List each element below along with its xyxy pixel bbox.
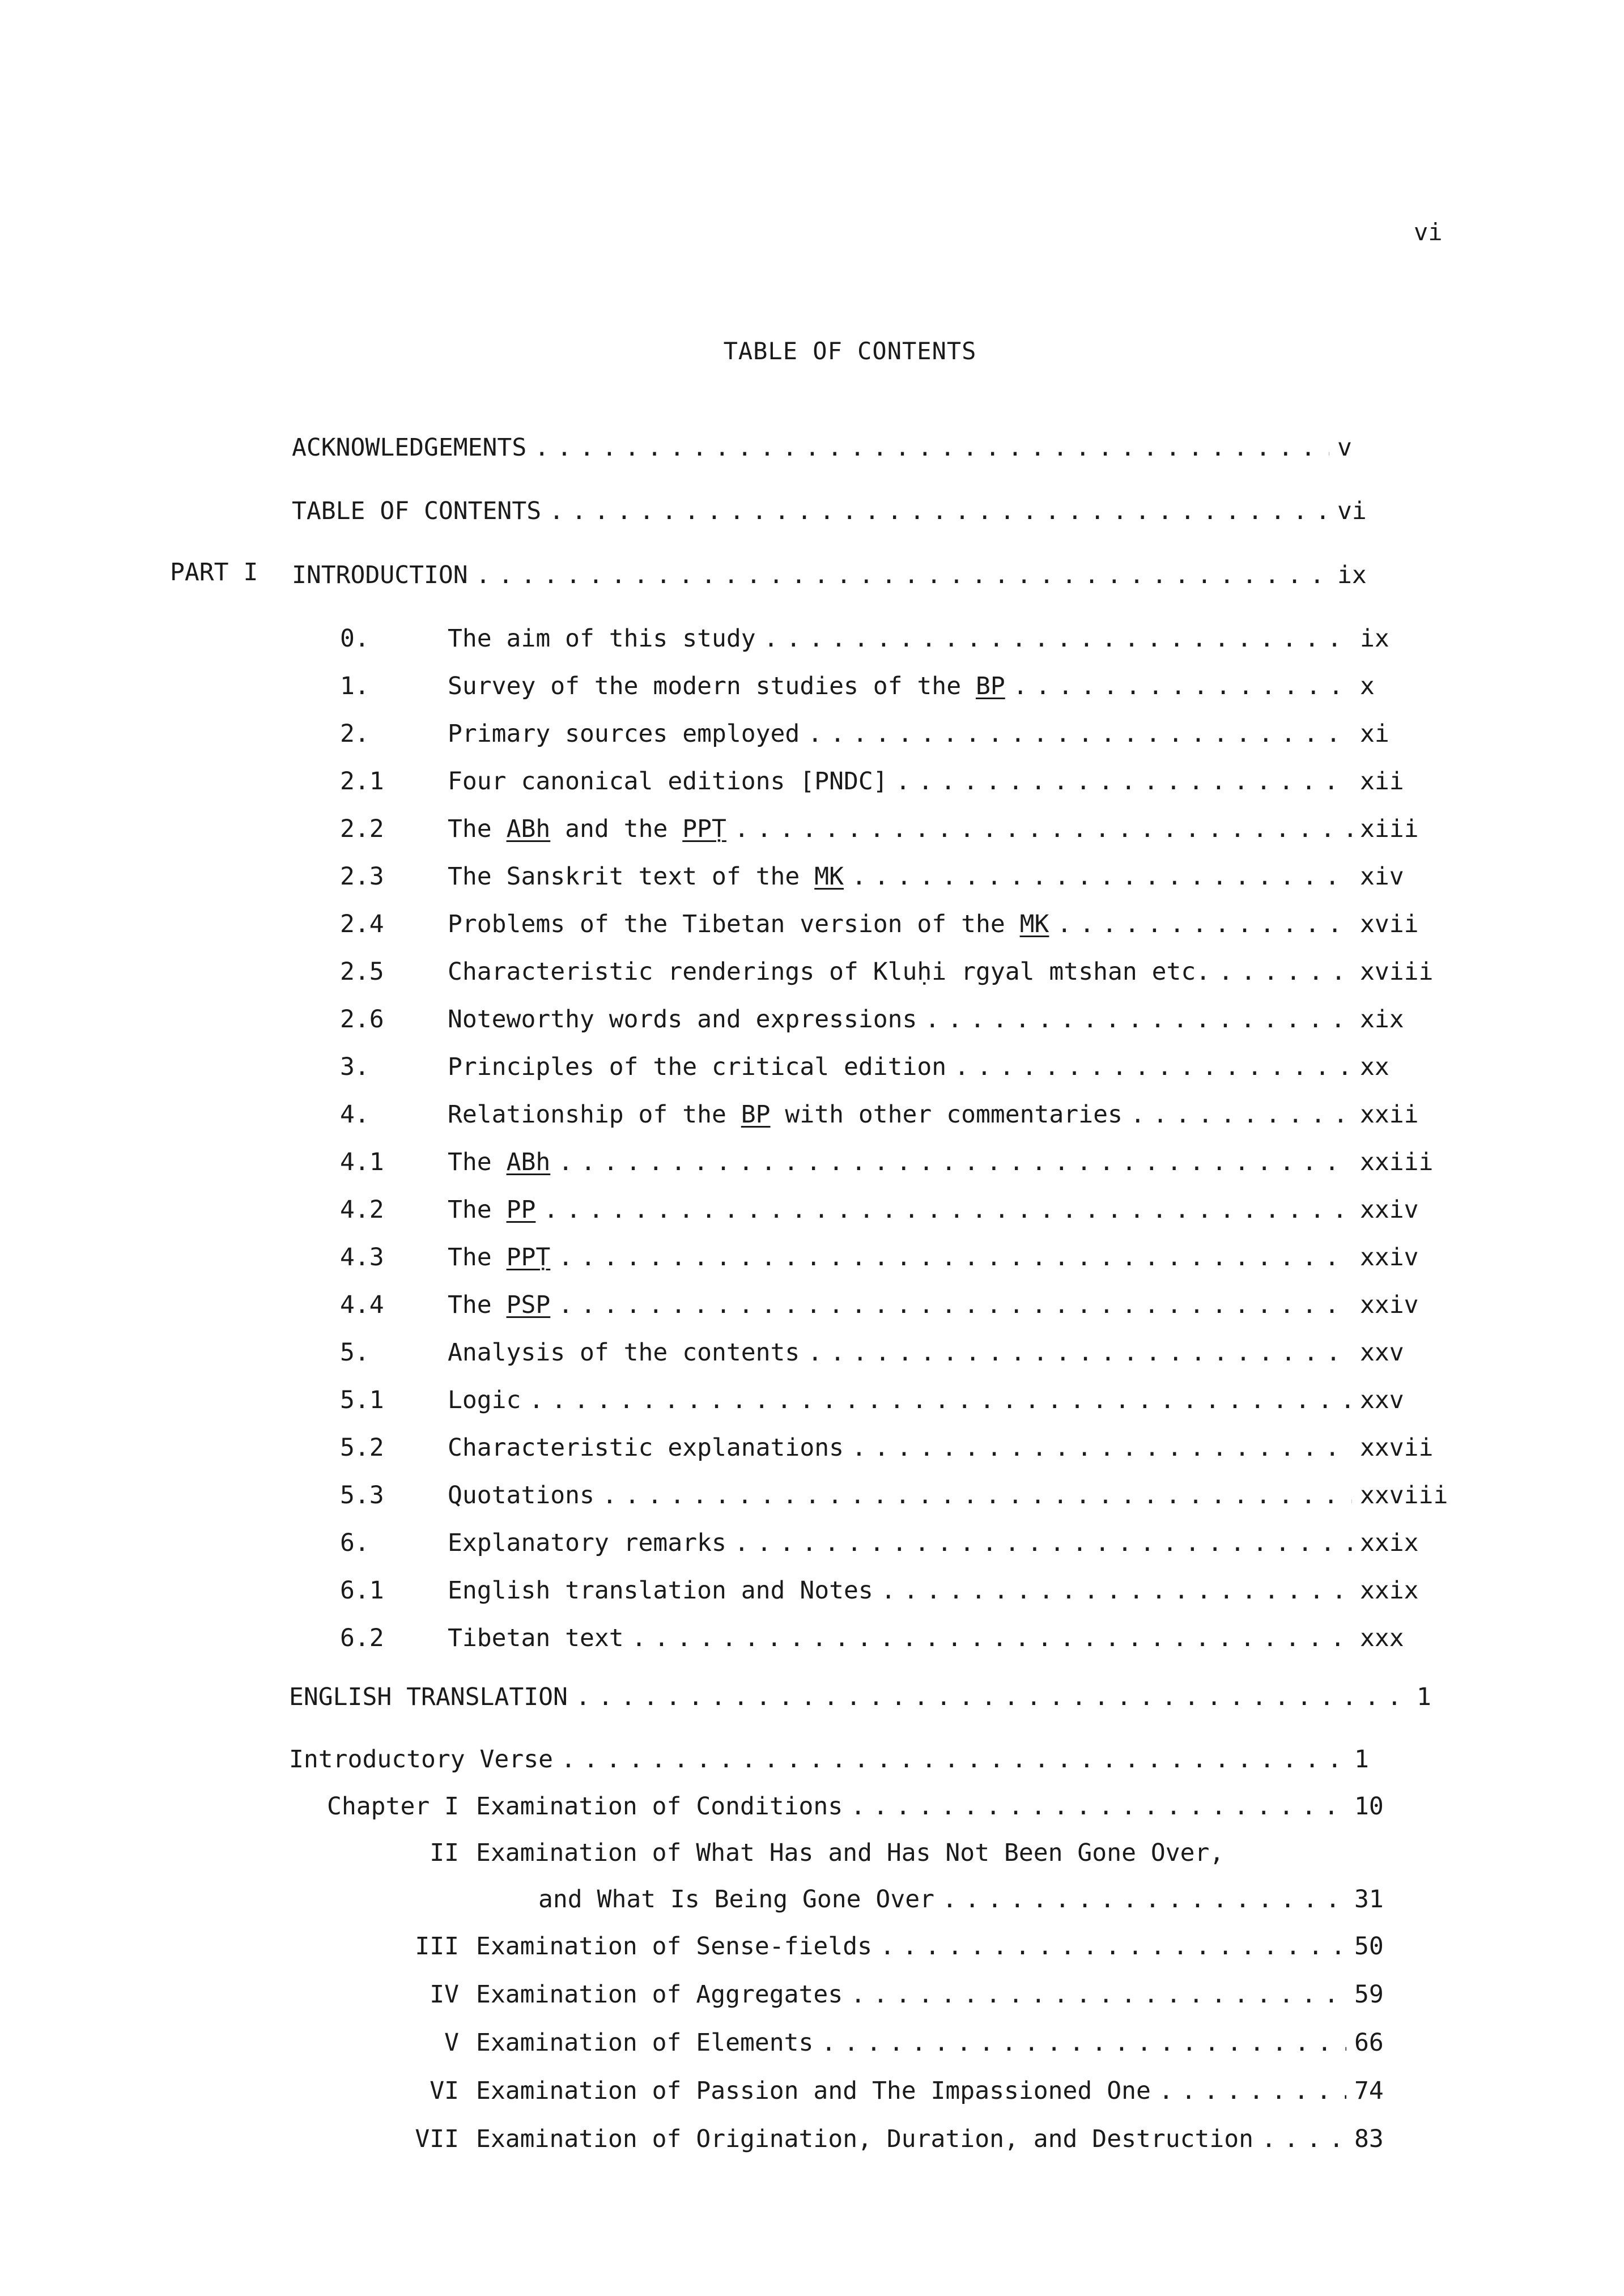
toc-entry-label xyxy=(448,1240,550,1274)
abbreviation: BP xyxy=(741,1100,771,1129)
label-text: Principles of the critical edition xyxy=(448,1053,947,1081)
label-text: The xyxy=(448,1291,507,1319)
toc-entry-number: 5.3 xyxy=(340,1481,384,1510)
toc-entry-page: xxiii xyxy=(1360,1148,1434,1176)
label-text: Analysis of the contents xyxy=(448,1338,800,1367)
toc-entry-label xyxy=(448,1621,624,1655)
leader-dots xyxy=(543,1193,1352,1227)
chapter-title: Examination of Conditions xyxy=(476,1792,843,1821)
toc-entry xyxy=(340,955,1451,989)
chapter-number: V xyxy=(444,2029,459,2057)
toc-entry xyxy=(289,1680,1439,1714)
toc-entry-page: ix xyxy=(1360,624,1389,653)
chapter-entry xyxy=(289,2074,1388,2108)
leader-dots xyxy=(561,1742,1346,1776)
label-text: Problems of the Tibetan version of the xyxy=(448,910,1020,938)
toc-entry-page: xxiv xyxy=(1360,1291,1419,1319)
toc-entry-page: xix xyxy=(1360,1005,1404,1034)
chapter-entry xyxy=(289,1789,1388,1823)
toc-entry-label: INTRODUCTION xyxy=(292,561,468,589)
toc-entry-label: TABLE OF CONTENTS xyxy=(292,497,542,525)
leader-dots xyxy=(1159,2074,1346,2108)
toc-entry-page: xi xyxy=(1360,720,1389,748)
toc-entry-page: xxiv xyxy=(1360,1196,1419,1224)
chapter-number: II xyxy=(430,1839,459,1867)
leader-dots xyxy=(558,1288,1352,1322)
toc-entry-label xyxy=(448,1288,550,1322)
toc-entry xyxy=(340,1098,1451,1132)
leader-dots xyxy=(852,1431,1352,1465)
label-text: Relationship of the xyxy=(448,1100,741,1129)
toc-entry xyxy=(340,1288,1451,1322)
toc-entry-number: 4.4 xyxy=(340,1291,384,1319)
label-text: Quotations xyxy=(448,1481,594,1510)
label-text: The aim of this study xyxy=(448,624,756,653)
abbreviation: ABh xyxy=(506,815,551,843)
leader-dots xyxy=(1057,907,1352,941)
chapter-page: 10 xyxy=(1354,1792,1384,1821)
toc-entry xyxy=(340,1240,1451,1274)
leader-dots xyxy=(632,1621,1352,1655)
leader-dots xyxy=(576,1680,1409,1714)
toc-entry xyxy=(340,860,1451,894)
toc-entry xyxy=(340,1383,1451,1417)
toc-entry-label xyxy=(448,622,756,656)
toc-entry-number: 2.6 xyxy=(340,1005,384,1034)
leader-dots xyxy=(558,1240,1352,1274)
leader-dots xyxy=(558,1145,1352,1179)
toc-entry-number: 5.1 xyxy=(340,1386,384,1414)
chapter-entry xyxy=(289,1929,1388,1963)
chapter-number: III xyxy=(415,1932,459,1961)
chapter-entry xyxy=(289,1836,1388,1870)
leader-dots xyxy=(925,1002,1352,1036)
chapter-entry xyxy=(289,1978,1388,2012)
chapter-title: Examination of Sense-fields xyxy=(476,1932,872,1961)
toc-entry-number: 6.2 xyxy=(340,1624,384,1652)
label-text: The xyxy=(448,1148,507,1176)
toc-entry-page: xiv xyxy=(1360,862,1404,891)
toc-entry-number: 4.2 xyxy=(340,1196,384,1224)
leader-dots xyxy=(852,860,1352,894)
abbreviation: BP xyxy=(975,672,1005,700)
toc-entry-number: 2.2 xyxy=(340,815,384,843)
chapter-number: Chapter I xyxy=(327,1792,459,1821)
toc-entry-label xyxy=(448,1098,1123,1132)
toc-entry-page: x xyxy=(1360,672,1375,700)
label-text: Noteworthy words and expressions xyxy=(448,1005,917,1034)
toc-entry-page: xxix xyxy=(1360,1576,1419,1605)
toc-entry-page: xxiv xyxy=(1360,1243,1419,1272)
chapter-number: IV xyxy=(430,1980,459,2009)
toc-entry-number: 2.5 xyxy=(340,958,384,986)
toc-entry-label xyxy=(448,669,1005,703)
label-text: Explanatory remarks xyxy=(448,1529,726,1557)
toc-entry-number: 3. xyxy=(340,1053,369,1081)
toc-entry-page: 1 xyxy=(1354,1745,1369,1774)
chapter-number: VI xyxy=(430,2077,459,2105)
toc-entry-number: 2.4 xyxy=(340,910,384,938)
toc-entry-label: Introductory Verse xyxy=(289,1745,553,1774)
toc-entry-label xyxy=(448,860,844,894)
leader-dots xyxy=(851,1978,1346,2012)
toc-entry xyxy=(292,558,1394,592)
label-text: The xyxy=(448,1196,507,1224)
chapter-title: Examination of Origination, Duration, and Destruction xyxy=(476,2125,1254,2153)
label-text: The xyxy=(448,815,507,843)
toc-entry xyxy=(340,669,1451,703)
leader-dots xyxy=(1261,2122,1346,2156)
label-text: and the xyxy=(550,815,683,843)
toc-entry-label xyxy=(448,1574,873,1608)
toc-entry xyxy=(340,1002,1451,1036)
toc-entry-number: 1. xyxy=(340,672,369,700)
label-text: Characteristic explanations xyxy=(448,1434,844,1462)
abbreviation: PSP xyxy=(506,1291,551,1319)
leader-dots xyxy=(807,1336,1352,1370)
toc-entry-label xyxy=(448,1145,550,1179)
part-label: PART I xyxy=(170,558,258,586)
toc-entry-number: 4.1 xyxy=(340,1148,384,1176)
toc-entry-page: ix xyxy=(1337,561,1367,589)
leader-dots xyxy=(821,2026,1346,2060)
toc-entry-label xyxy=(448,764,888,798)
toc-entry xyxy=(340,1431,1451,1465)
leader-dots xyxy=(476,558,1329,592)
toc-entry xyxy=(340,622,1451,656)
toc-entry-label xyxy=(448,812,726,846)
label-text: Four canonical editions [PNDC] xyxy=(448,767,888,796)
leader-dots xyxy=(954,1050,1352,1084)
chapter-page: 83 xyxy=(1354,2125,1384,2153)
toc-entry-page: xvii xyxy=(1360,910,1419,938)
leader-dots xyxy=(534,431,1329,465)
label-text: Logic xyxy=(448,1386,521,1414)
abbreviation: ABh xyxy=(506,1148,551,1176)
abbreviation: PP xyxy=(506,1196,536,1224)
chapter-title: Examination of Aggregates xyxy=(476,1980,843,2009)
chapter-number: VII xyxy=(415,2125,459,2153)
label-text: English translation and Notes xyxy=(448,1576,873,1605)
leader-dots xyxy=(764,622,1352,656)
chapter-page: 59 xyxy=(1354,1980,1384,2009)
toc-entry-label xyxy=(448,1336,800,1370)
abbreviation: PPṬ xyxy=(506,1243,551,1272)
toc-entry xyxy=(340,717,1451,751)
toc-entry-page: xiii xyxy=(1360,815,1419,843)
toc-entry-page: xxii xyxy=(1360,1100,1419,1129)
toc-entry xyxy=(340,1574,1451,1608)
chapter-page: 31 xyxy=(1354,1885,1384,1914)
toc-entry-number: 2.1 xyxy=(340,767,384,796)
toc-entry-label xyxy=(448,907,1049,941)
toc-entry-label xyxy=(448,955,1210,989)
toc-entry xyxy=(292,431,1394,465)
toc-entry xyxy=(340,1050,1451,1084)
toc-entry-number: 4.3 xyxy=(340,1243,384,1272)
toc-entry-label: ACKNOWLEDGEMENTS xyxy=(292,433,527,462)
chapter-title: Examination of Elements xyxy=(476,2029,814,2057)
toc-entry-page: xxviii xyxy=(1360,1481,1448,1510)
label-text: The Sanskrit text of the xyxy=(448,862,815,891)
leader-dots xyxy=(881,1574,1352,1608)
label-text: with other commentaries xyxy=(770,1100,1123,1129)
chapter-page: 50 xyxy=(1354,1932,1384,1961)
toc-entry-page: xxx xyxy=(1360,1624,1404,1652)
toc-entry-label: ENGLISH TRANSLATION xyxy=(289,1683,568,1711)
toc-entry-label xyxy=(448,1431,844,1465)
leader-dots xyxy=(529,1383,1352,1417)
chapter-entry xyxy=(289,2026,1388,2060)
chapter-page: 74 xyxy=(1354,2077,1384,2105)
chapter-entry xyxy=(289,2122,1388,2156)
chapter-title: Examination of Passion and The Impassioned One xyxy=(476,2077,1151,2105)
page-number: vi xyxy=(1414,218,1443,246)
toc-entry-number: 6.1 xyxy=(340,1576,384,1605)
toc-entry xyxy=(340,1526,1451,1560)
toc-entry-label xyxy=(448,1193,535,1227)
toc-entry xyxy=(292,494,1394,528)
toc-entry xyxy=(289,1742,1388,1776)
toc-entry-number: 5.2 xyxy=(340,1434,384,1462)
toc-entry-page: xviii xyxy=(1360,958,1434,986)
toc-entry-number: 0. xyxy=(340,624,369,653)
toc-entry-number: 2. xyxy=(340,720,369,748)
leader-dots xyxy=(942,1882,1346,1916)
toc-entry xyxy=(340,1478,1451,1512)
toc-entry-page: xx xyxy=(1360,1053,1389,1081)
abbreviation: PPṬ xyxy=(682,815,726,843)
toc-entry-number: 4. xyxy=(340,1100,369,1129)
toc-entry-page: 1 xyxy=(1417,1683,1431,1711)
leader-dots xyxy=(549,494,1329,528)
abbreviation: MK xyxy=(814,862,844,891)
toc-entry-page: vi xyxy=(1337,497,1367,525)
toc-entry-number: 2.3 xyxy=(340,862,384,891)
toc-entry xyxy=(340,1193,1451,1227)
leader-dots xyxy=(1130,1098,1352,1132)
leader-dots xyxy=(734,1526,1352,1560)
toc-entry-page: v xyxy=(1337,433,1352,462)
label-text: Tibetan text xyxy=(448,1624,624,1652)
chapter-page: 66 xyxy=(1354,2029,1384,2057)
chapter-entry-continuation xyxy=(538,1882,1388,1916)
toc-entry xyxy=(340,1336,1451,1370)
leader-dots xyxy=(734,812,1352,846)
toc-entry xyxy=(340,907,1451,941)
toc-entry-page: xxv xyxy=(1360,1338,1404,1367)
toc-entry-page: xxix xyxy=(1360,1529,1419,1557)
leader-dots xyxy=(896,764,1352,798)
toc-entry xyxy=(340,1621,1451,1655)
page-title: TABLE OF CONTENTS xyxy=(723,337,977,365)
leader-dots xyxy=(851,1789,1346,1823)
toc-entry-number: 5. xyxy=(340,1338,369,1367)
toc-entry-page: xxv xyxy=(1360,1386,1404,1414)
label-text: Survey of the modern studies of the xyxy=(448,672,976,700)
toc-entry xyxy=(340,812,1451,846)
label-text: The xyxy=(448,1243,507,1272)
label-text: Primary sources employed xyxy=(448,720,800,748)
toc-entry-label xyxy=(448,717,800,751)
toc-entry-label xyxy=(448,1383,521,1417)
toc-entry-label xyxy=(448,1526,726,1560)
leader-dots xyxy=(807,717,1352,751)
toc-entry-page: xxvii xyxy=(1360,1434,1434,1462)
label-text: Characteristic renderings of Kluḥi rgyal mtshan etc. xyxy=(448,958,1211,986)
leader-dots xyxy=(1013,669,1352,703)
toc-entry-number: 6. xyxy=(340,1529,369,1557)
leader-dots xyxy=(1218,955,1352,989)
leader-dots xyxy=(880,1929,1346,1963)
chapter-title: Examination of What Has and Has Not Been Gone Over, xyxy=(476,1839,1225,1867)
toc-entry xyxy=(340,1145,1451,1179)
toc-entry-label xyxy=(448,1478,594,1512)
toc-entry-label xyxy=(448,1002,917,1036)
chapter-title-continuation: and What Is Being Gone Over xyxy=(538,1885,934,1914)
abbreviation: MK xyxy=(1019,910,1049,938)
toc-entry-page: xii xyxy=(1360,767,1404,796)
toc-entry-label xyxy=(448,1050,946,1084)
leader-dots xyxy=(602,1478,1352,1512)
toc-entry xyxy=(340,764,1451,798)
